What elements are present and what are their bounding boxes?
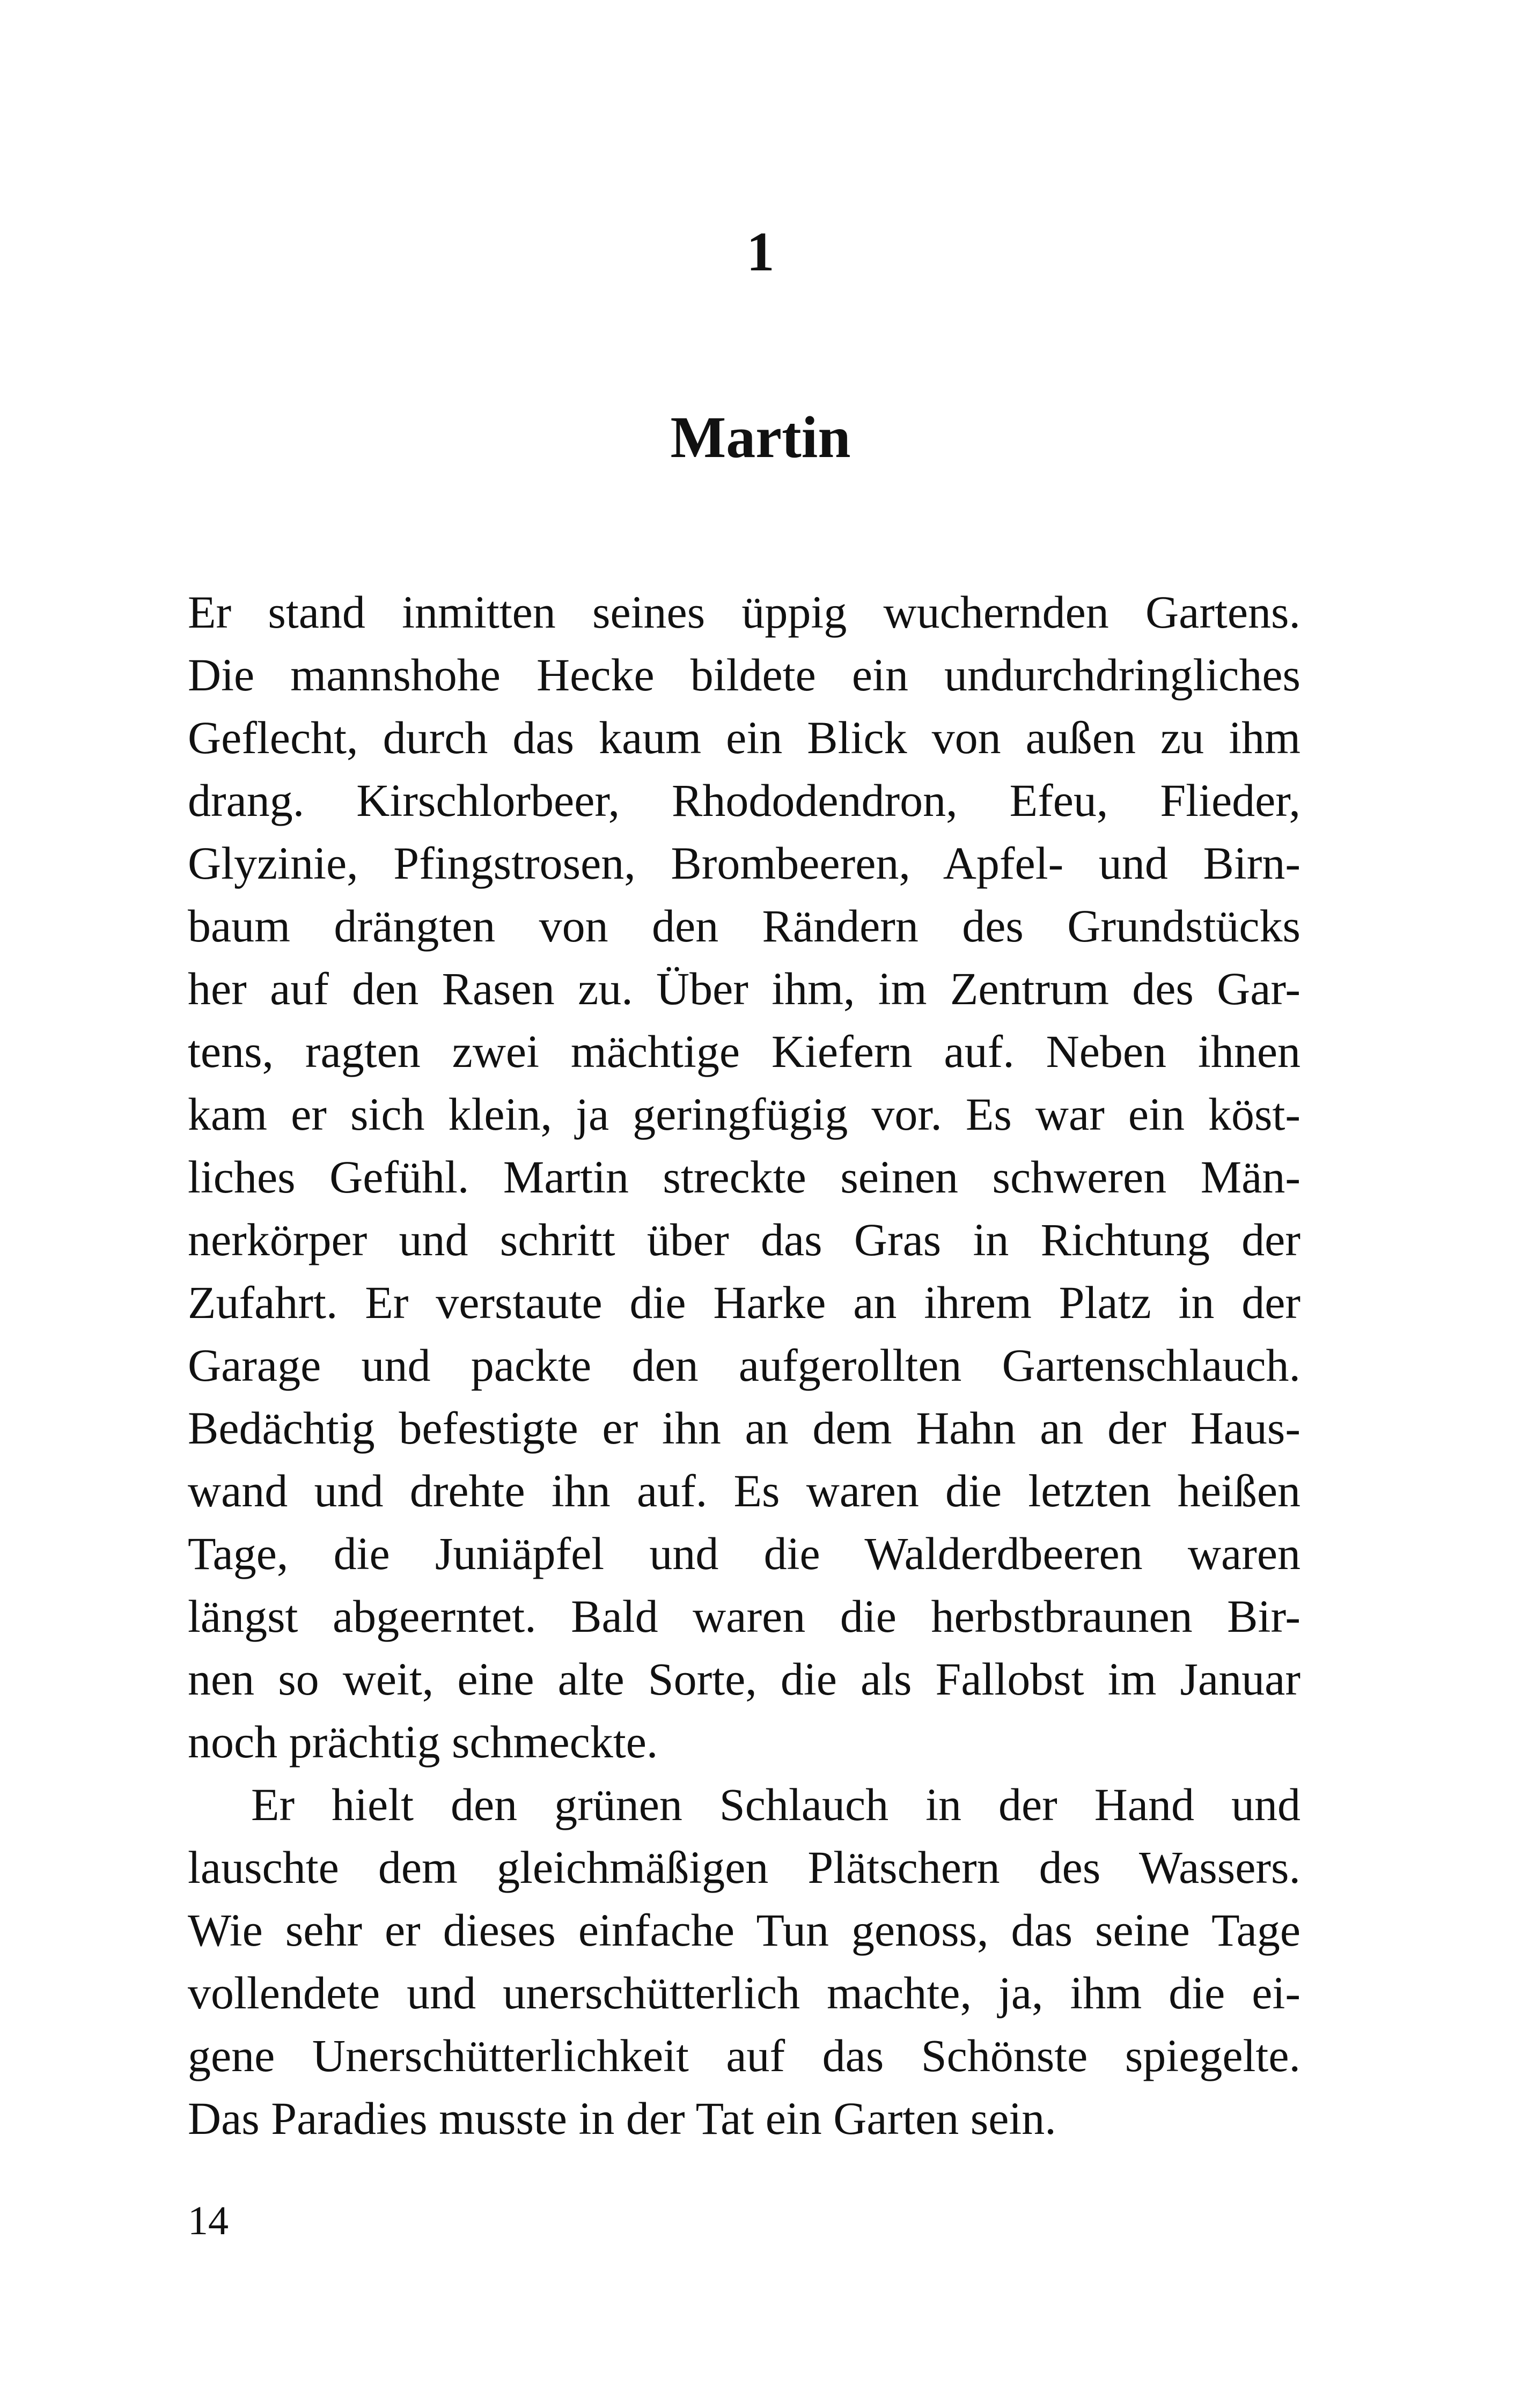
text-line: vollendete und unerschütterlich machte, ja, ihm die ei- bbox=[188, 1967, 1300, 2019]
text-line: Die mannshohe Hecke bildete ein undurchdringliches bbox=[188, 649, 1300, 701]
text-line: Glyzinie, Pfingstrosen, Brombeeren, Apfel- und Birn- bbox=[188, 837, 1300, 889]
text-line: Zufahrt. Er verstaute die Harke an ihrem Platz in der bbox=[188, 1277, 1300, 1328]
text-line: Wie sehr er dieses einfache Tun genoss, das seine Tage bbox=[188, 1904, 1300, 1956]
text-line: her auf den Rasen zu. Über ihm, im Zentrum des Gar- bbox=[188, 963, 1300, 1014]
text-line: nen so weit, eine alte Sorte, die als Fallobst im Januar bbox=[188, 1653, 1300, 1705]
text-line: Geflecht, durch das kaum ein Blick von außen zu ihm bbox=[188, 712, 1300, 763]
text-line: kam er sich klein, ja geringfügig vor. Es war ein köst- bbox=[188, 1088, 1300, 1140]
text-line: lauschte dem gleichmäßigen Plätschern des Wassers. bbox=[188, 1842, 1300, 1893]
text-line: nerkörper und schritt über das Gras in Richtung der bbox=[188, 1214, 1300, 1265]
text-line: Bedächtig befestigte er ihn an dem Hahn an der Haus- bbox=[188, 1402, 1300, 1454]
text-line: Tage, die Juniäpfel und die Walderdbeeren waren bbox=[188, 1528, 1300, 1579]
chapter-title: Martin bbox=[670, 404, 851, 470]
text-line: wand und drehte ihn auf. Es waren die letzten heißen bbox=[188, 1465, 1300, 1516]
text-line: noch prächtig schmeckte. bbox=[188, 1716, 658, 1768]
text-line: liches Gefühl. Martin streckte seinen schweren Män- bbox=[188, 1151, 1300, 1203]
paragraph bbox=[188, 581, 1300, 1773]
chapter-body bbox=[188, 581, 1300, 2150]
text-line: Garage und packte den aufgerollten Gartenschlauch. bbox=[188, 1339, 1300, 1391]
text-line: Er stand inmitten seines üppig wuchernden Gartens. bbox=[188, 586, 1300, 638]
chapter-number: 1 bbox=[746, 221, 775, 283]
text-line: tens, ragten zwei mächtige Kiefern auf. Neben ihnen bbox=[188, 1026, 1300, 1077]
text-line: längst abgeerntet. Bald waren die herbstbraunen Bir- bbox=[188, 1590, 1300, 1642]
text-line: drang. Kirschlorbeer, Rhododendron, Efeu, Flieder, bbox=[188, 775, 1300, 826]
text-line: baum drängten von den Rändern des Grundstücks bbox=[188, 900, 1300, 952]
page-number: 14 bbox=[188, 2198, 229, 2243]
paragraph bbox=[188, 1773, 1300, 2150]
text-line: gene Unerschütterlichkeit auf das Schönste spiegelte. bbox=[188, 2030, 1300, 2081]
text-line: Das Paradies musste in der Tat ein Garten sein. bbox=[188, 2093, 1056, 2144]
text-line: Er hielt den grünen Schlauch in der Hand und bbox=[251, 1779, 1300, 1830]
